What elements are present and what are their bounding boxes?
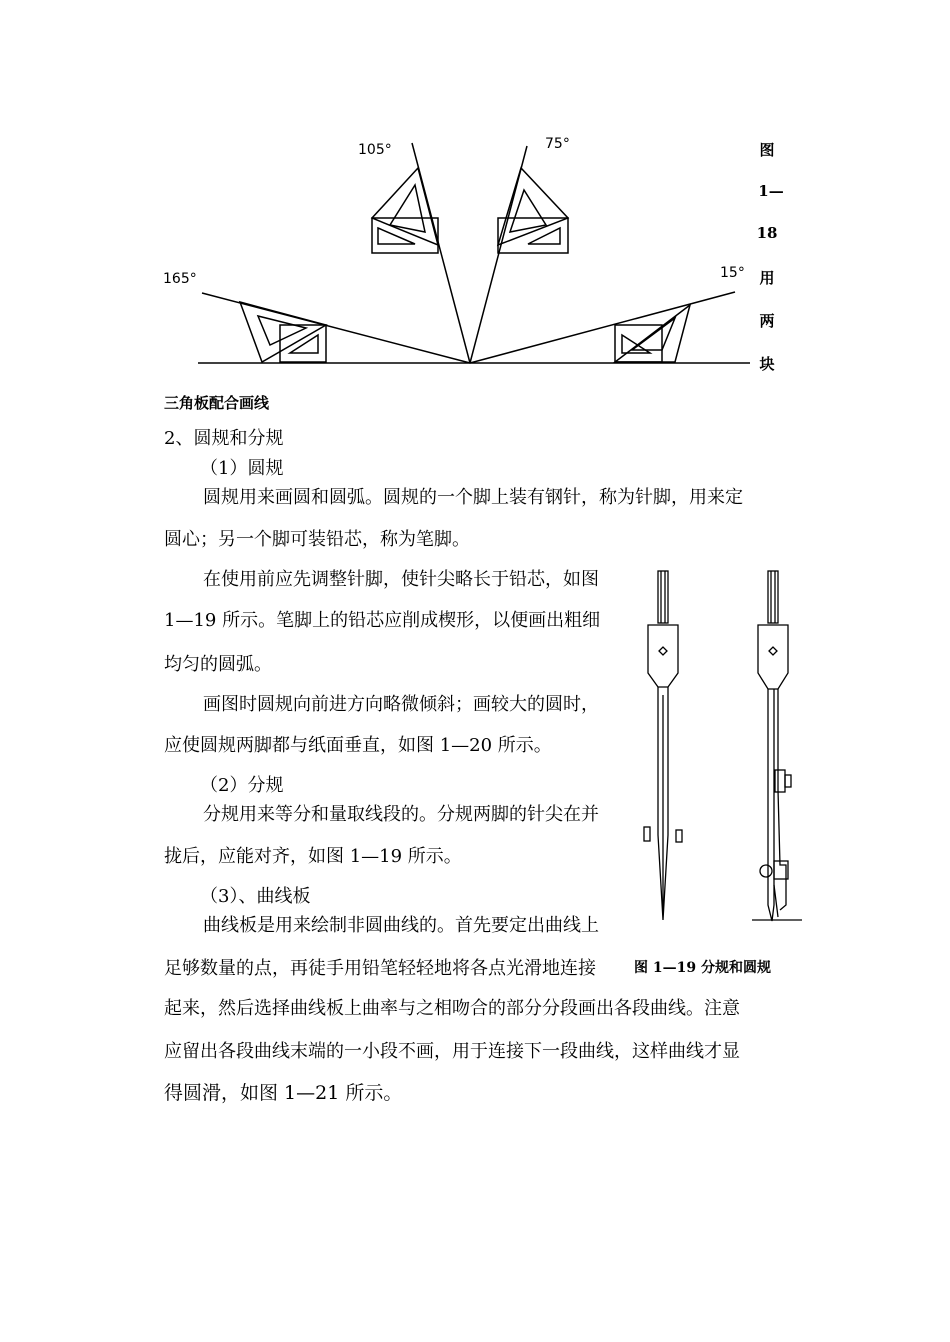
paragraph-line: 均匀的圆弧。: [164, 654, 272, 675]
paragraph-line: 起来，然后选择曲线板上曲率与之相吻合的部分分段画出各段曲线。注意: [164, 998, 740, 1019]
figure-1-18-caption-char: 1—: [758, 182, 784, 200]
paragraph-line: 应使圆规两脚都与纸面垂直，如图 1—20 所示。: [164, 735, 552, 756]
angle-label-105: 105°: [358, 142, 392, 158]
figure-1-18-caption-char: 18: [756, 224, 778, 242]
subsection-title-compass: （1）圆规: [200, 458, 284, 479]
figure-1-18-caption-char: 图: [759, 141, 775, 159]
paragraph-line: 曲线板是用来绘制非圆曲线的。首先要定出曲线上: [203, 915, 599, 936]
angle-label-165: 165°: [163, 271, 197, 287]
paragraph-line: 得圆滑，如图 1—21 所示。: [164, 1082, 403, 1104]
angle-label-15: 15°: [720, 265, 745, 281]
subsection-title-curve: （3）、曲线板: [200, 886, 311, 907]
figure-1-19-drawing: [630, 565, 810, 935]
subsection-title-divider: （2）分规: [200, 775, 284, 796]
figure-1-18-caption-continued: 三角板配合画线: [164, 394, 270, 412]
figure-1-18-drawing: [0, 0, 950, 380]
angle-label-75: 75°: [545, 136, 570, 152]
paragraph-line: 圆规用来画圆和圆弧。圆规的一个脚上装有钢针，称为针脚，用来定: [203, 487, 743, 508]
figure-1-18-caption-char: 两: [759, 312, 775, 330]
paragraph-line: 应留出各段曲线末端的一小段不画，用于连接下一段曲线，这样曲线才显: [164, 1041, 740, 1062]
paragraph-line: 画图时圆规向前进方向略微倾斜；画较大的圆时，: [203, 694, 599, 715]
paragraph-line: 拢后，应能对齐，如图 1—19 所示。: [164, 846, 462, 867]
paragraph-line: 圆心；另一个脚可装铅芯，称为笔脚。: [164, 529, 470, 550]
paragraph-line: 1—19 所示。笔脚上的铅芯应削成楔形，以便画出粗细: [164, 610, 601, 631]
figure-1-18-caption-char: 块: [759, 355, 775, 373]
section-heading: 2、圆规和分规: [164, 428, 284, 449]
figure-1-19-caption: 图 1—19 分规和圆规: [634, 960, 771, 976]
paragraph-line: 分规用来等分和量取线段的。分规两脚的针尖在并: [203, 804, 599, 825]
figure-1-18-caption-char: 用: [759, 269, 775, 287]
paragraph-line: 在使用前应先调整针脚，使针尖略长于铅芯，如图: [203, 569, 599, 590]
paragraph-line: 足够数量的点，再徒手用铅笔轻轻地将各点光滑地连接: [164, 958, 596, 979]
